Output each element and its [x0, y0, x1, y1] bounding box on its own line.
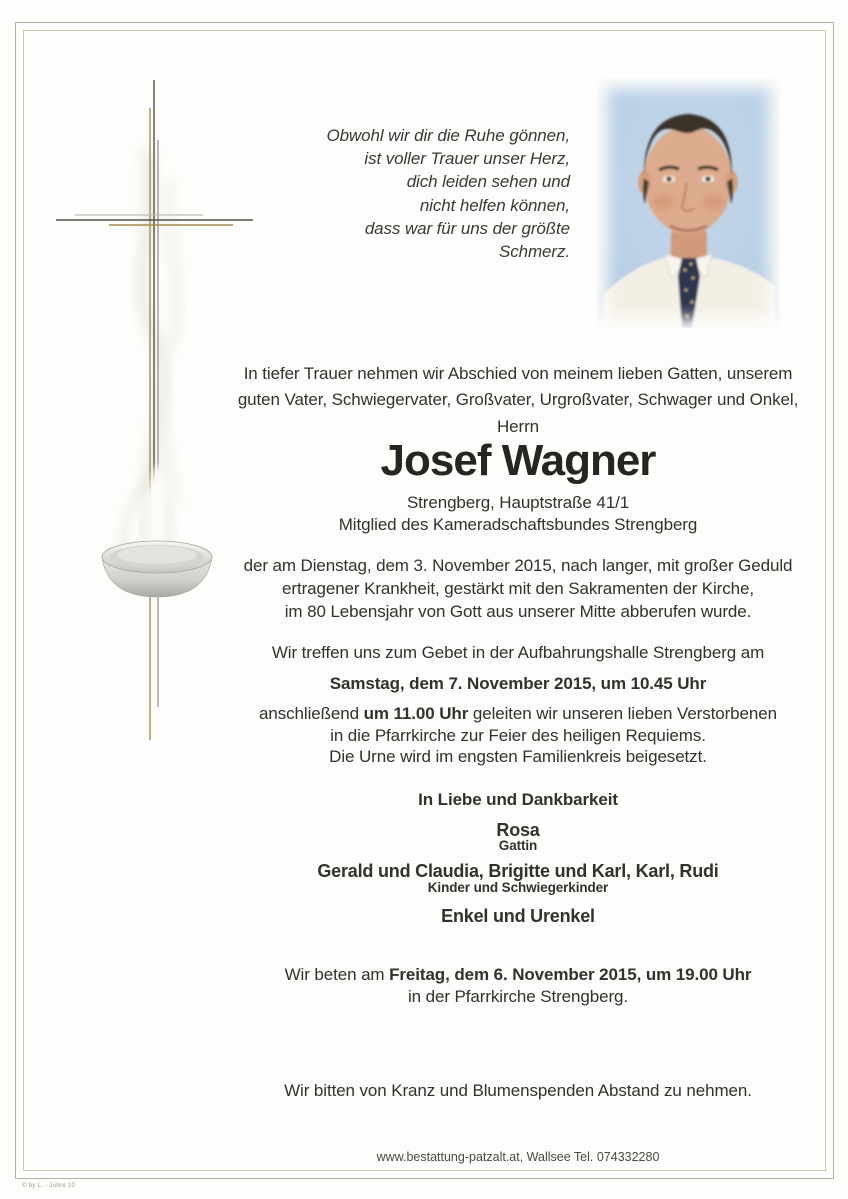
- requiem-line: in die Pfarrkirche zur Feier des heiligen Requiems.: [330, 725, 706, 745]
- death-announcement-line: der am Dienstag, dem 3. November 2015, nach langer, mit großer Geduld: [243, 556, 793, 575]
- death-announcement-line: im 80 Lebensjahr von Gott aus unserer Mitte abberufen wurde.: [284, 602, 752, 621]
- membership-line: Mitglied des Kameradschaftsbundes Strengberg: [338, 514, 698, 534]
- mourner-names: Enkel und Urenkel: [441, 906, 595, 926]
- mourner-relation: Gattin: [498, 838, 538, 853]
- death-announcement: [228, 554, 808, 623]
- poem-line: ist voller Trauer unser Herz,: [364, 149, 570, 169]
- mourner-names: Rosa: [496, 820, 540, 840]
- closing-prayer: [228, 964, 808, 1007]
- closing-prayer-line: [228, 964, 808, 986]
- death-announcement-line: ertragener Krankheit, gestärkt mit den Sakramenten der Kirche,: [282, 579, 754, 598]
- gratitude-heading: In Liebe und Dankbarkeit: [418, 790, 618, 809]
- poem-line: dass war für uns der größte: [364, 218, 570, 238]
- intro-paragraph: [228, 361, 808, 413]
- candle-bowl-icon: [102, 541, 212, 597]
- copyright-note: © by L. - Juhre 10: [22, 1183, 76, 1189]
- requiem-line: [228, 703, 808, 725]
- requiem-pre: anschließend: [259, 704, 364, 723]
- mourner-relation: Kinder und Schwiegerkinder: [427, 880, 609, 895]
- mourner-names: Gerald und Claudia, Brigitte und Karl, Karl, Rudi: [317, 861, 719, 881]
- requiem-time: um 11.00 Uhr: [363, 704, 469, 723]
- salutation: Herrn: [496, 417, 539, 436]
- intro-line: guten Vater, Schwiegervater, Großvater, Urgroßvater, Schwager und Onkel,: [237, 390, 799, 409]
- prayer-meeting-line: Wir treffen uns zum Gebet in der Aufbahrungshalle Strengberg am: [271, 643, 765, 662]
- cross-icon: [56, 80, 253, 740]
- flower-request: Wir bitten von Kranz und Blumenspenden Abstand zu nehmen.: [284, 1081, 752, 1100]
- requiem-post: geleiten wir unseren lieben Verstorbenen: [468, 704, 777, 723]
- poem-line: dich leiden sehen und: [406, 172, 570, 192]
- intro-line: In tiefer Trauer nehmen wir Abschied von meinem lieben Gatten, unserem: [243, 364, 793, 383]
- deceased-address: Strengberg, Hauptstraße 41/1: [406, 493, 630, 512]
- closing-prayer-line: in der Pfarrkirche Strengberg.: [408, 986, 628, 1006]
- prayer-meeting-datetime: Samstag, dem 7. November 2015, um 10.45 Uhr: [329, 674, 707, 693]
- poem-line: nicht helfen können,: [419, 195, 570, 215]
- prayer-datetime: Freitag, dem 6. November 2015, um 19.00 Uhr: [389, 965, 752, 984]
- funeral-home-footer: www.bestattung-patzalt.at, Wallsee Tel. 074332280: [376, 1150, 660, 1164]
- prayer-pre: Wir beten am: [284, 965, 390, 984]
- poem-line: Schmerz.: [499, 242, 570, 262]
- deceased-details: [228, 492, 808, 535]
- requiem-paragraph: [228, 703, 808, 768]
- announcement-body: [228, 0, 808, 1199]
- requiem-line: Die Urne wird im engsten Familienkreis beigesetzt.: [329, 747, 707, 767]
- deceased-name: Josef Wagner: [380, 436, 656, 485]
- poem-line: Obwohl wir dir die Ruhe gönnen,: [326, 126, 570, 145]
